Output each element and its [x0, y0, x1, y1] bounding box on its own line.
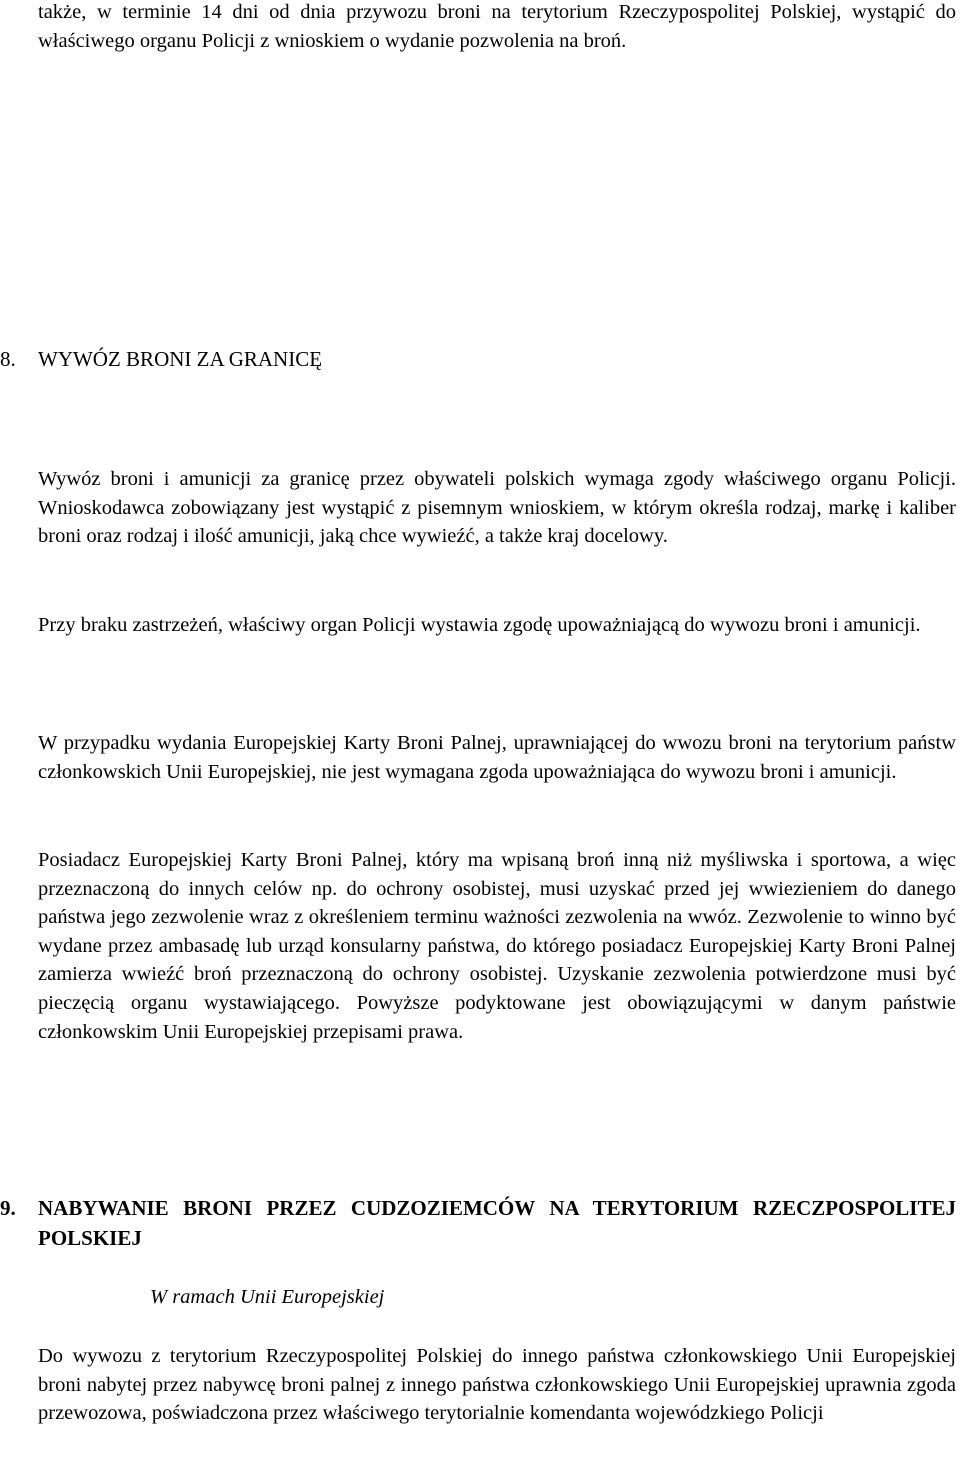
section-9-number: 9.: [0, 1196, 16, 1220]
section-8-paragraph-4: Posiadacz Europejskiej Karty Broni Palnej, który ma wpisaną broń inną niż myśliwska i sportowa, a więc przeznaczoną do innych celów np. do ochrony osobistej, musi uzyskać przed jej wwiezieniem do danego państwa jego zezwolenie wraz z określeniem terminu ważności zezwolenia na wwóz. Zezwolenie to winno być wydane przez ambasadę lub urząd konsularny państwa, do którego posiadacz Europejskiej Karty Broni Palnej zamierza wwieźć broń przeznaczoną do ochrony osobistej. Uzyskanie zezwolenia potwierdzone musi być pieczęcią organu wystawiającego. Powyższe podyktowane jest obowiązującymi w danym państwie członkowskim Unii Europejskiej przepisami prawa.: [38, 849, 956, 1043]
section-8-title: WYWÓZ BRONI ZA GRANICĘ: [38, 347, 323, 371]
section-9-paragraph: Do wywozu z terytorium Rzeczypospolitej Polskiej do innego państwa członkowskiego Unii Europejskiej broni nabytej przez nabywcę broni palnej z innego państwa członkowskiego Unii Europejskiej uprawnia zgoda przewozowa, poświadczona przez właściwego terytorialnie komendanta wojewódzkiego Policji: [38, 1345, 956, 1425]
section-9-heading: [0, 1193, 956, 1253]
top-paragraph: także, w terminie 14 dni od dnia przywozu broni na terytorium Rzeczypospolitej Polskiej, wystąpić do właściwego organu Policji z wnioskiem o wydanie pozwolenia na broń.: [38, 1, 956, 52]
section-9-subheading: W ramach Unii Europejskiej: [150, 1286, 385, 1308]
section-8-paragraph-2: Przy braku zastrzeżeń, właściwy organ Policji wystawia zgodę upoważniającą do wywozu broni i amunicji.: [38, 614, 921, 636]
section-9-title: NABYWANIE BRONI PRZEZ CUDZOZIEMCÓW NA TERYTORIUM RZECZPOSPOLITEJ POLSKIEJ: [38, 1196, 956, 1250]
section-8-number: 8.: [0, 347, 16, 371]
section-8-heading: [0, 344, 956, 374]
section-8-paragraph-3: W przypadku wydania Europejskiej Karty Broni Palnej, uprawniającej do wwozu broni na terytorium państw członkowskich Unii Europejskiej, nie jest wymagana zgoda upoważniająca do wywozu broni i amunicji.: [38, 732, 956, 783]
section-8-paragraph-1: Wywóz broni i amunicji za granicę przez obywateli polskich wymaga zgody właściwego organu Policji. Wnioskodawca zobowiązany jest wystąpić z pisemnym wnioskiem, w którym określa rodzaj, markę i kaliber broni oraz rodzaj i ilość amunicji, jaką chce wywieźć, a także kraj docelowy.: [38, 468, 956, 548]
